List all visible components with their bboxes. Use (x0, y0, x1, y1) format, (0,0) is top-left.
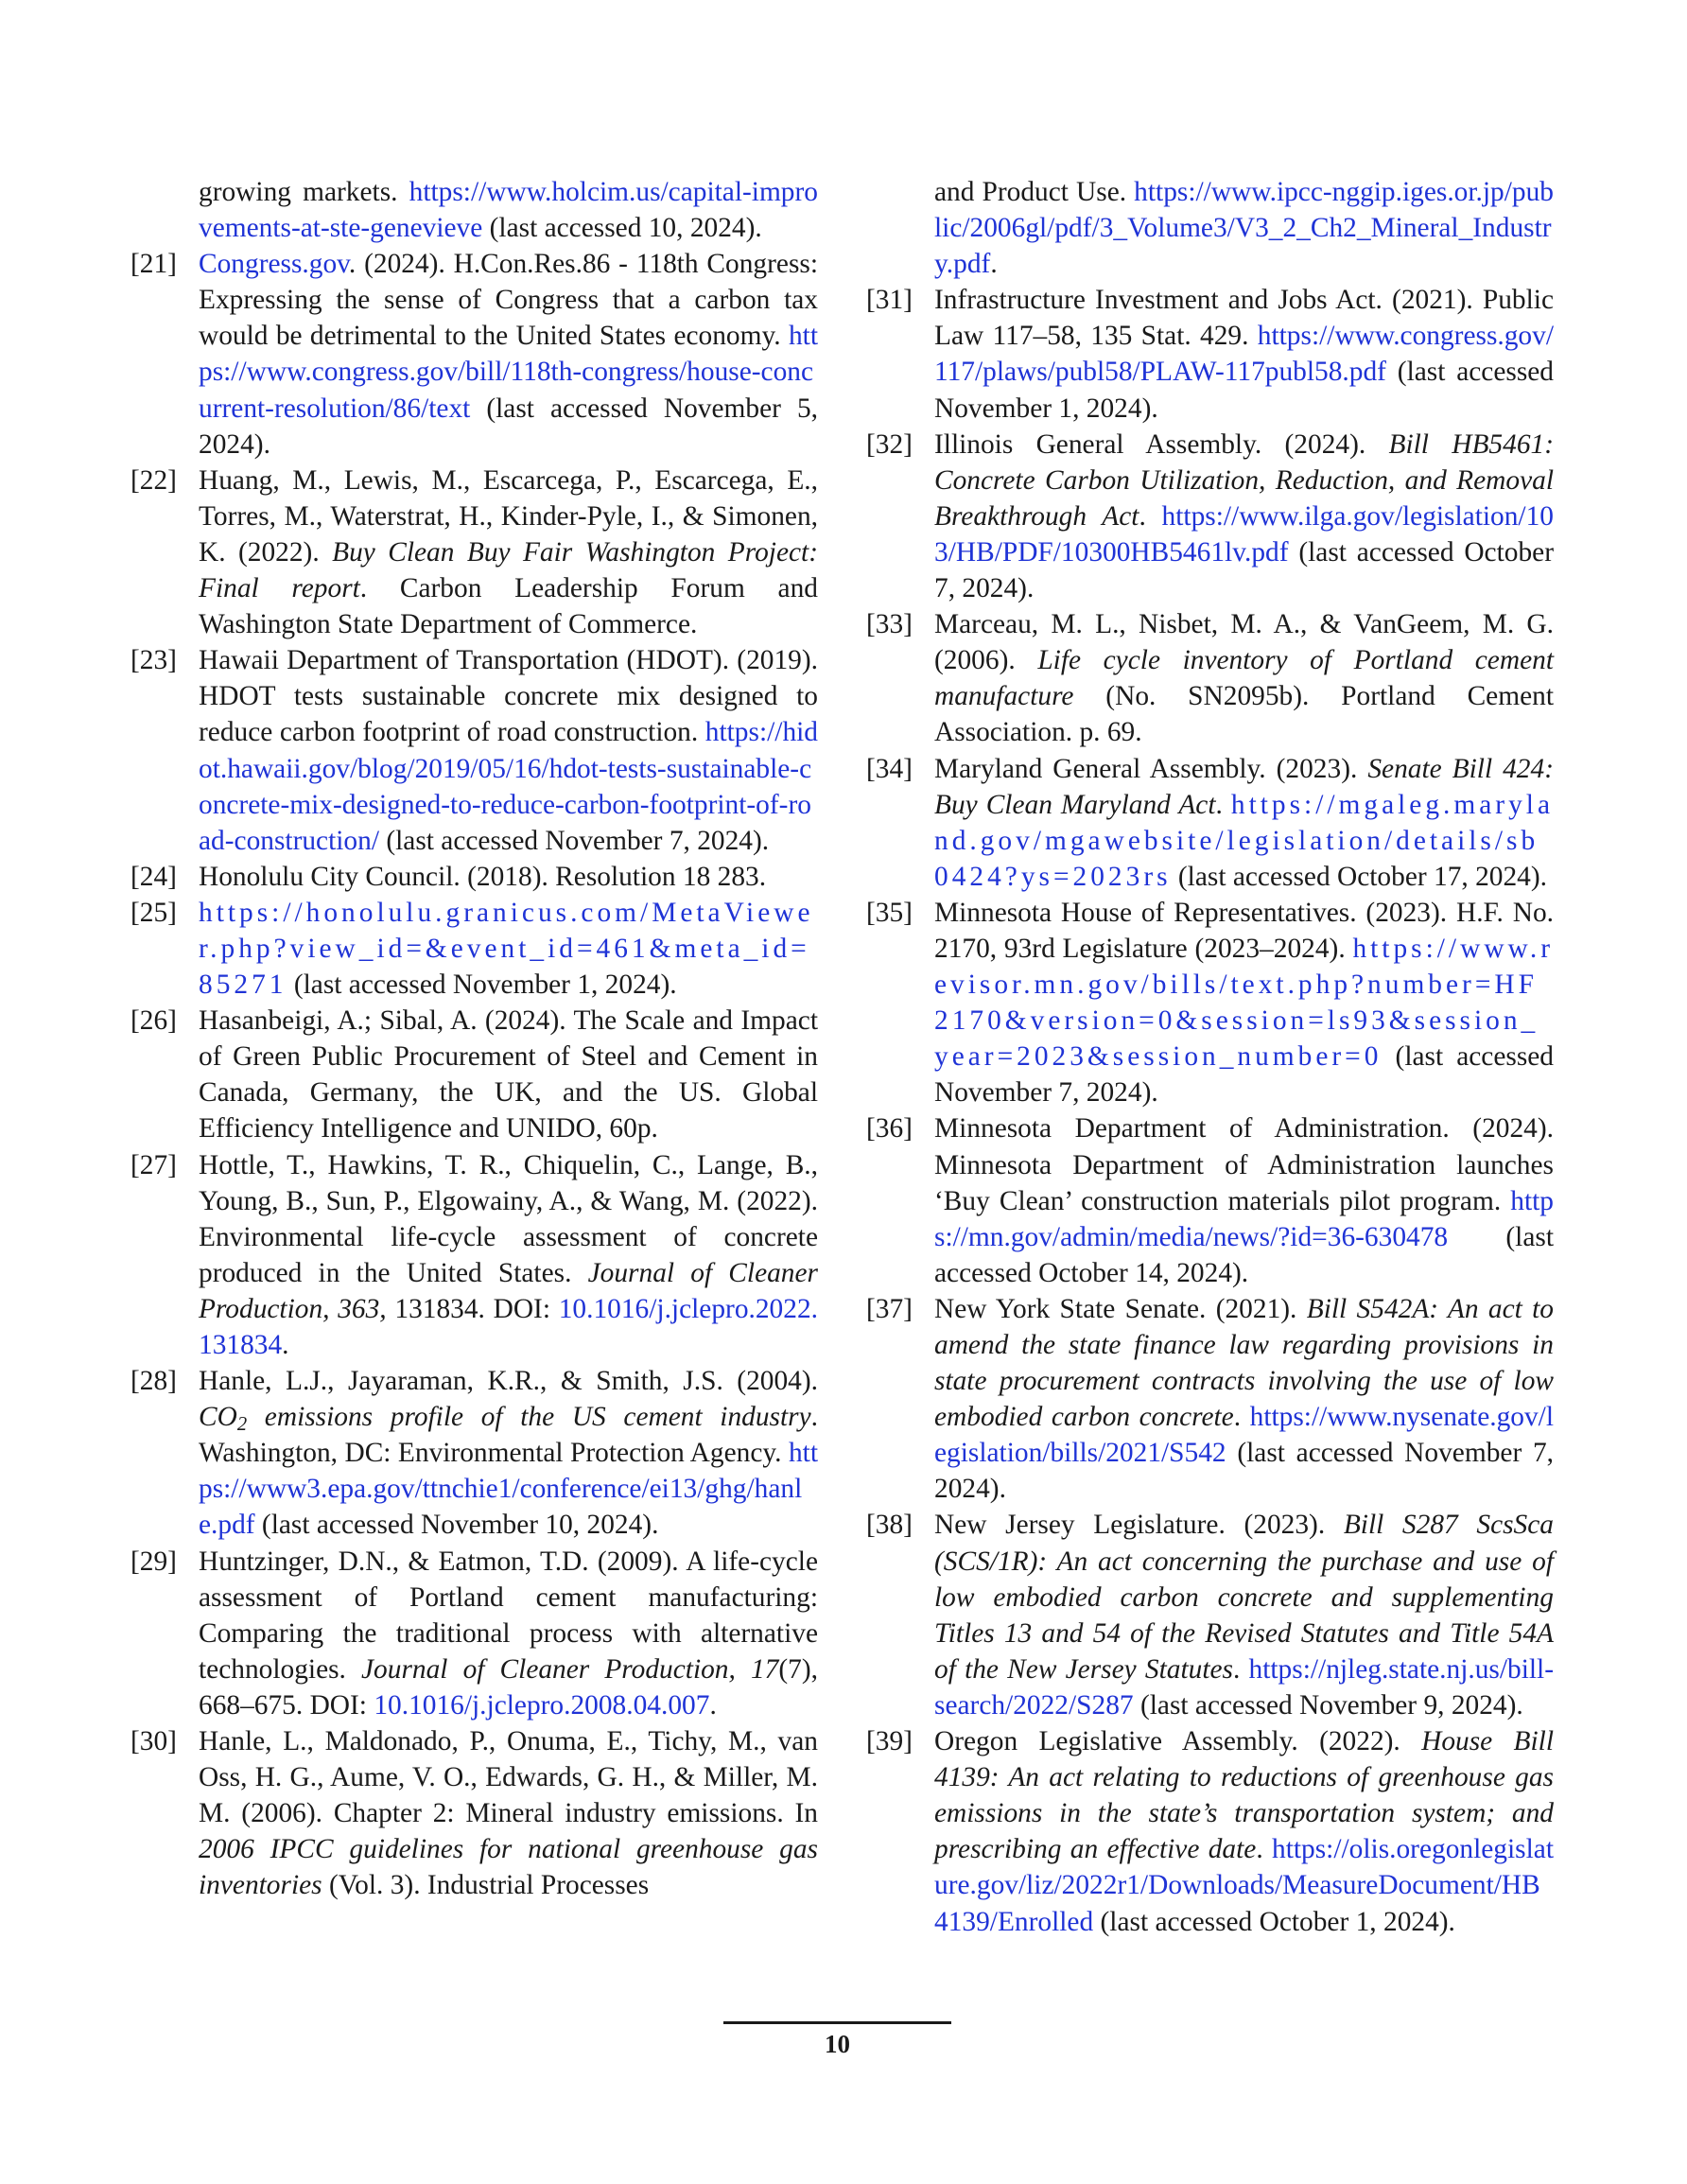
ref-text: (last accessed November 7, 2024). (934, 1041, 1554, 1109)
ref-text: . (990, 249, 998, 280)
ref-text: Maryland General Assembly. (2023). (934, 753, 1368, 784)
reference-number: [24] (130, 861, 177, 892)
ref-text: (last accessed November 1, 2024). (287, 970, 677, 1001)
ref-link[interactable]: https://www.congress.gov/bill/118th-congress/house-concurrent-resolution/86/text (199, 321, 818, 424)
ref-text: . (1233, 1402, 1250, 1433)
ref-link[interactable]: https://www.congress.gov/117/plaws/publ58/PLAW-117publ58.pdf (934, 321, 1554, 388)
reference-30-continuation (934, 174, 1554, 282)
reference-36 (866, 1110, 1554, 1290)
ref-link[interactable]: https://www.ilga.gov/legislation/103/HB/PDF/10300HB5461lv.pdf (934, 500, 1554, 568)
reference-number: [27] (130, 1149, 177, 1180)
ref-text: . (1215, 789, 1231, 820)
reference-number: [22] (130, 464, 177, 496)
ref-title: Senate Bill 424: Buy Clean Maryland Act (934, 753, 1554, 820)
ref-journal: Journal of Cleaner Production, 363, (199, 1257, 818, 1324)
ref-text: New York State Senate. (2021). (934, 1293, 1307, 1324)
page-number: 10 (825, 2030, 850, 2058)
reference-number: [38] (866, 1510, 913, 1541)
reference-number: [36] (866, 1113, 913, 1144)
ref-text: Minnesota House of Representatives. (2023). H.F. No. 2170, 93rd Legislature (2023–2024). (934, 897, 1554, 964)
reference-27 (130, 1147, 818, 1364)
ref-text: Hasanbeigi, A.; Sibal, A. (2024). The Scale and Impact of Green Public Procurement of Steel and Cement in Canada, Germany, the UK, and the US. Global Efficiency Intelligence and UNIDO, 60p. (199, 1005, 818, 1144)
ref-text: (7), 668–675. DOI: (199, 1653, 818, 1721)
reference-number: [29] (130, 1546, 177, 1577)
ref-text: Marceau, M. L., Nisbet, M. A., & VanGeem, M. G. (2006). (934, 609, 1554, 676)
ref-text: (last accessed November 7, 2024). (934, 1438, 1554, 1505)
reference-28 (130, 1363, 818, 1543)
ref-text: Minnesota Department of Administration. (2024). Minnesota Department of Administration launches ‘Buy Clean’ construction materials pilot program. (934, 1113, 1554, 1216)
reference-30 (130, 1723, 818, 1903)
reference-number: [39] (866, 1726, 913, 1757)
ref-link[interactable]: https://www.nysenate.gov/legislation/bills/2021/S542 (934, 1402, 1554, 1469)
ref-text: Hanle, L.J., Jayaraman, K.R., & Smith, J.S. (2004). (199, 1366, 818, 1397)
ref-link[interactable]: https://www.holcim.us/capital-improvements-at-ste-genevieve (199, 177, 818, 244)
ref-title-part: emissions profile of the US cement industry (247, 1402, 811, 1433)
ref-text: (last accessed November 5, 2024). (199, 393, 818, 460)
ref-text: growing markets. (199, 177, 409, 207)
ref-text: 131834. DOI: (386, 1293, 559, 1324)
footer-rule (723, 2021, 951, 2024)
reference-number: [25] (130, 897, 177, 928)
ref-link[interactable]: https://olis.oregonlegislature.gov/liz/2022r1/Downloads/MeasureDocument/HB4139/Enrolled (934, 1834, 1554, 1937)
reference-22 (130, 463, 818, 642)
reference-21 (130, 246, 818, 463)
ref-text: . (1232, 1653, 1249, 1685)
ref-text: (last accessed October 7, 2024). (934, 536, 1554, 604)
ref-text: (Vol. 3). Industrial Processes (322, 1870, 650, 1901)
ref-text: Honolulu City Council. (2018). Resolution 18 283. (199, 861, 767, 892)
ref-text: and Product Use. (934, 177, 1135, 207)
ref-text: (last accessed October 1, 2024). (1093, 1906, 1455, 1937)
ref-text: (last accessed November 1, 2024). (934, 357, 1554, 424)
reference-39 (866, 1723, 1554, 1940)
reference-23 (130, 642, 818, 859)
ref-text: (last accessed October 17, 2024). (1171, 861, 1547, 892)
reference-34 (866, 751, 1554, 895)
ref-text: . (709, 1689, 717, 1721)
reference-20-continuation (199, 174, 818, 246)
ref-link[interactable]: https://www3.epa.gov/ttnchie1/conference/ei13/ghg/hanle.pdf (199, 1438, 818, 1541)
ref-link[interactable]: Congress.gov (199, 249, 349, 280)
reference-number: [21] (130, 249, 177, 280)
ref-link[interactable]: https://hidot.hawaii.gov/blog/2019/05/16/hdot-tests-sustainable-concrete-mix-designed-to-reduce-carbon-footprint-of-road-construction/ (199, 717, 818, 856)
reference-number: [31] (866, 285, 913, 316)
ref-title-part: CO (199, 1402, 237, 1433)
reference-number: [23] (130, 645, 177, 676)
reference-25 (130, 895, 818, 1003)
reference-number: [26] (130, 1005, 177, 1037)
reference-number: [30] (130, 1726, 177, 1757)
reference-37 (866, 1291, 1555, 1508)
reference-number: [33] (866, 609, 913, 640)
ref-title: 2006 IPCC guidelines for national greenhouse gas inventories (199, 1834, 818, 1901)
ref-text: Illinois General Assembly. (2024). (934, 428, 1389, 460)
ref-text: (last accessed October 14, 2024). (934, 1221, 1554, 1288)
ref-text: New Jersey Legislature. (2023). (934, 1510, 1344, 1541)
reference-column-left (130, 174, 818, 1904)
doi-link[interactable]: 10.1016/j.jclepro.2008.04.007 (374, 1689, 710, 1721)
ref-link[interactable]: https://honolulu.granicus.com/MetaViewer.php?view_id=&event_id=461&meta_id=85271 (199, 897, 814, 1001)
subscript: 2 (236, 1414, 248, 1436)
reference-number: [37] (866, 1293, 913, 1324)
reference-number: [28] (130, 1366, 177, 1397)
reference-26 (130, 1003, 818, 1146)
ref-title: Life cycle inventory of Portland cement manufacture (934, 645, 1554, 712)
ref-text: . (1256, 1834, 1273, 1865)
reference-38 (866, 1507, 1554, 1723)
ref-text: . (1139, 500, 1162, 532)
reference-24 (130, 859, 818, 895)
ref-text: (last accessed November 7, 2024). (378, 825, 770, 856)
ref-text: Huang, M., Lewis, M., Escarcega, P., Escarcega, E., Torres, M., Waterstrat, H., Kinder-Pyle, I., & Simonen, K. (2022). (199, 464, 818, 568)
ref-text: . Washington, DC: Environmental Protection Agency. (199, 1402, 818, 1469)
reference-column-right (866, 174, 1555, 1940)
ref-text: (last accessed November 10, 2024). (254, 1510, 659, 1541)
doi-link[interactable]: 10.1016/j.jclepro.2022.131834 (199, 1293, 818, 1360)
ref-text: (No. SN2095b). Portland Cement Association. p. 69. (934, 681, 1554, 748)
reference-33 (866, 606, 1554, 750)
ref-title: House Bill 4139: An act relating to reductions of greenhouse gas emissions in the state’s transportation system; and prescribing an effective date (934, 1726, 1554, 1865)
ref-title: Bill S542A: An act to amend the state finance law regarding provisions in state procurement contracts involving the use of low embodied carbon concrete (934, 1293, 1555, 1433)
ref-text: (last accessed 10, 2024). (482, 213, 762, 244)
ref-text: . (2024). H.Con.Res.86 - 118th Congress: Expressing the sense of Congress that a carbon tax would be detrimental to the United States economy. (199, 249, 818, 352)
ref-link[interactable]: https://mn.gov/admin/media/news/?id=36-630478 (934, 1185, 1554, 1252)
reference-31 (866, 282, 1554, 426)
reference-number: [32] (866, 428, 913, 460)
ref-text: Hottle, T., Hawkins, T. R., Chiquelin, C., Lange, B., Young, B., Sun, P., Elgowainy, A., & Wang, M. (2022). Environmental life-cycle assessment of concrete produced in the United States. (199, 1149, 818, 1288)
ref-title: Bill S287 ScsSca (SCS/1R): An act concerning the purchase and use of low embodied carbon concrete and supplementing Titles 13 and 54 of the Revised Statutes and Title 54A of the New Jersey Statutes (934, 1510, 1554, 1685)
ref-title: Buy Clean Buy Fair Washington Project: Final report (199, 536, 818, 604)
reference-32 (866, 427, 1554, 606)
ref-text: . (282, 1330, 289, 1360)
ref-text: Infrastructure Investment and Jobs Act. (2021). Public Law 117–58, 135 Stat. 429. (934, 285, 1554, 352)
reference-number: [35] (866, 897, 913, 928)
reference-number: [34] (866, 753, 913, 784)
ref-link[interactable]: https://njleg.state.nj.us/bill-search/2022/S287 (934, 1653, 1554, 1721)
reference-29 (130, 1544, 818, 1723)
ref-text: Hawaii Department of Transportation (HDOT). (2019). HDOT tests sustainable concrete mix designed to reduce carbon footprint of road construction. (199, 645, 818, 748)
ref-title: Bill HB5461: Concrete Carbon Utilization, Reduction, and Removal Breakthrough Act (934, 428, 1554, 532)
ref-text: (last accessed November 9, 2024). (1133, 1689, 1523, 1721)
ref-link[interactable]: https://www.revisor.mn.gov/bills/text.php?number=HF2170&version=0&session=ls93&session_year=2023&session_number=0 (934, 933, 1554, 1073)
ref-link[interactable]: https://mgaleg.maryland.gov/mgawebsite/legislation/details/sb0424?ys=2023rs (934, 789, 1554, 892)
ref-text: . Carbon Leadership Forum and Washington State Department of Commerce. (199, 573, 818, 640)
ref-text: Oregon Legislative Assembly. (2022). (934, 1726, 1422, 1757)
reference-35 (866, 895, 1554, 1111)
ref-text: Huntzinger, D.N., & Eatmon, T.D. (2009). A life-cycle assessment of Portland cement manufacturing: Comparing the traditional process with alternative technologies. (199, 1546, 818, 1685)
ref-text: Hanle, L., Maldonado, P., Onuma, E., Tichy, M., van Oss, H. G., Aume, V. O., Edwards, G. H., & Miller, M. M. (2006). Chapter 2: Mineral industry emissions. In (199, 1726, 818, 1829)
ref-link[interactable]: https://www.ipcc-nggip.iges.or.jp/public/2006gl/pdf/3_Volume3/V3_2_Ch2_Mineral_Industry.pdf (934, 177, 1554, 280)
ref-journal: Journal of Cleaner Production, 17 (361, 1653, 779, 1685)
